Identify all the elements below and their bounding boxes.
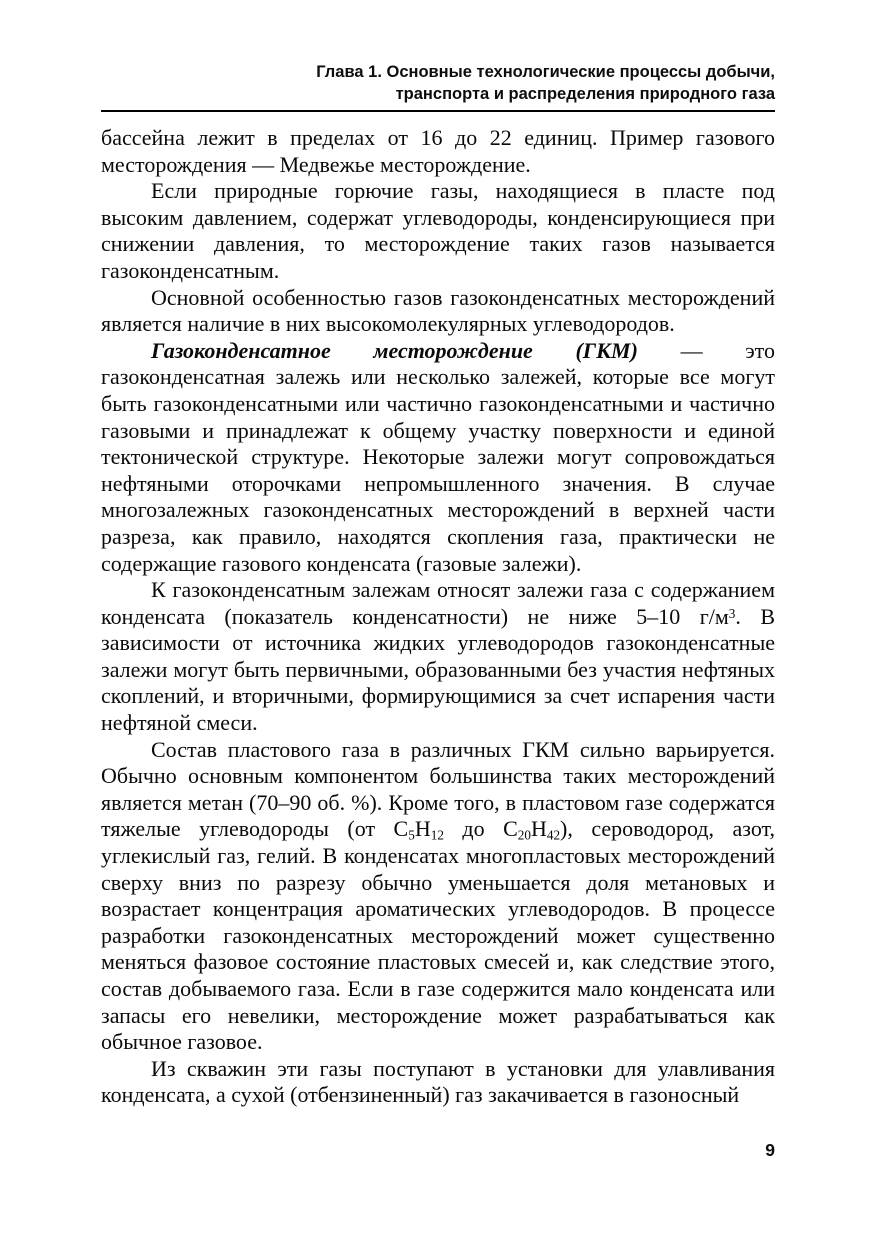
- text-segment-sub: 12: [430, 827, 444, 843]
- text-segment: Основной особенностью газов газоконденсатных месторождений является наличие в них высокомолекулярных углеводородов.: [101, 284, 775, 337]
- body-paragraph: [101, 1056, 775, 1109]
- text-segment-sub: 20: [517, 827, 531, 843]
- text-segment-bold-italic: Газоконденсатное месторождение (ГКМ): [151, 337, 638, 363]
- body-paragraph: [101, 737, 775, 1056]
- running-header-line-1: Глава 1. Основные технологические процессы добычи,: [316, 63, 775, 81]
- text-segment: H: [414, 816, 431, 842]
- page-number: 9: [765, 1140, 775, 1160]
- text-segment: . В зависимости от источника жидких углеводородов газоконденсатные залежи могут быть первичными, образованными без участия нефтяных скоплений, и вторичными, формирующимися за счет испарения части нефтяной смеси.: [101, 603, 775, 736]
- body-paragraph: [101, 285, 775, 338]
- text-segment-sub: 42: [546, 827, 561, 843]
- text-segment: Из скважин эти газы поступают в установки для улавливания конденсата, а сухой (отбензиненный) газ закачивается в газоносный: [101, 1055, 775, 1108]
- text-segment: H: [530, 816, 547, 842]
- text-segment: К газоконденсатным залежам относят залежи газа с содержанием конденсата (показатель конденсатности) не ниже 5–10 г/м: [101, 577, 775, 629]
- body-paragraph: [101, 577, 775, 737]
- running-header: [101, 61, 775, 105]
- text-segment: бассейна лежит в пределах от 16 до 22 единиц. Пример газового месторождения — Медвежье месторождение.: [101, 125, 775, 177]
- body-paragraph: [101, 178, 775, 284]
- text-segment: — это газоконденсатная залежь или несколько залежей, которые все могут быть газоконденсатными или частично газоконденсатными и частично газовыми и принадлежат к общему участку поверхности и единой тектонической структуре. Некоторые залежи могут сопровождаться нефтяными оторочками непромышленного значения. В случае многозалежных газоконденсатных месторождений в верхней части разреза, как правило, находятся скопления газа, практически не содержащие газового конденсата (газовые залежи).: [101, 337, 775, 576]
- running-header-line-2: транспорта и распределения природного газа: [395, 85, 775, 103]
- body-paragraph: [101, 338, 775, 577]
- page-content: [101, 0, 775, 1109]
- body-paragraph: [101, 125, 775, 178]
- page-body: [101, 125, 775, 1109]
- text-segment-sup: 3: [728, 605, 736, 621]
- text-segment: до C: [443, 816, 518, 842]
- text-segment: Состав пластового газа в различных ГКМ сильно варьируется. Обычно основным компонентом большинства таких месторождений является метан (70–90 об. %). Кроме того, в пластовом газе содержатся тяжелые углеводороды (от C: [101, 736, 775, 842]
- text-segment: ), сероводород, азот, углекислый газ, гелий. В конденсатах многопластовых месторождений сверху вниз по разрезу обычно уменьшается доля метановых и возрастает концентрация ароматических углеводородов. В процессе разработки газоконденсатных месторождений может существенно меняться фазовое состояние пластовых смесей и, как следствие этого, состав добываемого газа. Если в газе содержится мало конденсата или запасы его невелики, месторождение может разрабатываться как обычное газовое.: [101, 816, 775, 1055]
- header-rule: [101, 110, 775, 112]
- text-segment-sub: 5: [408, 827, 415, 843]
- text-segment: Если природные горючие газы, находящиеся в пласте под высоким давлением, содержат углеводороды, конденсирующиеся при снижении давления, то месторождение таких газов называется газоконденсатным.: [101, 178, 775, 283]
